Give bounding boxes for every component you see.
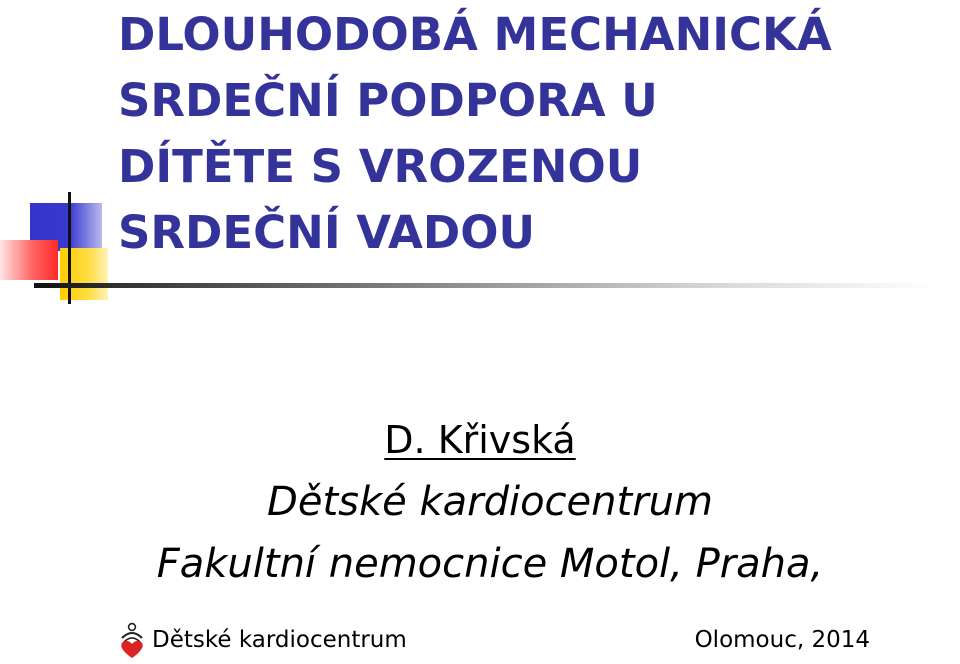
slide-title-line-3: DÍTĚTE S VROZENOU bbox=[118, 140, 643, 193]
slide-title-line-1: DLOUHODOBÁ MECHANICKÁ bbox=[118, 8, 832, 61]
slide-title-line-2: SRDEČNÍ PODPORA U bbox=[118, 74, 658, 127]
footer-organization: Dětské kardiocentrum bbox=[152, 627, 407, 653]
affiliation-line-1: Dětské kardiocentrum bbox=[267, 479, 713, 525]
author-name-text: D. Křivská bbox=[384, 418, 576, 462]
slide-title bbox=[118, 2, 938, 266]
slide-title-line-4: SRDEČNÍ VADOU bbox=[118, 206, 535, 259]
decor-horizontal-rule bbox=[34, 283, 934, 288]
decor-red-square bbox=[0, 240, 58, 280]
footer-place-date: Olomouc, 2014 bbox=[694, 627, 870, 653]
heart-logo-icon bbox=[118, 622, 146, 660]
affiliation-line-2: Fakultní nemocnice Motol, Praha, bbox=[156, 541, 824, 587]
author-name bbox=[0, 414, 960, 466]
